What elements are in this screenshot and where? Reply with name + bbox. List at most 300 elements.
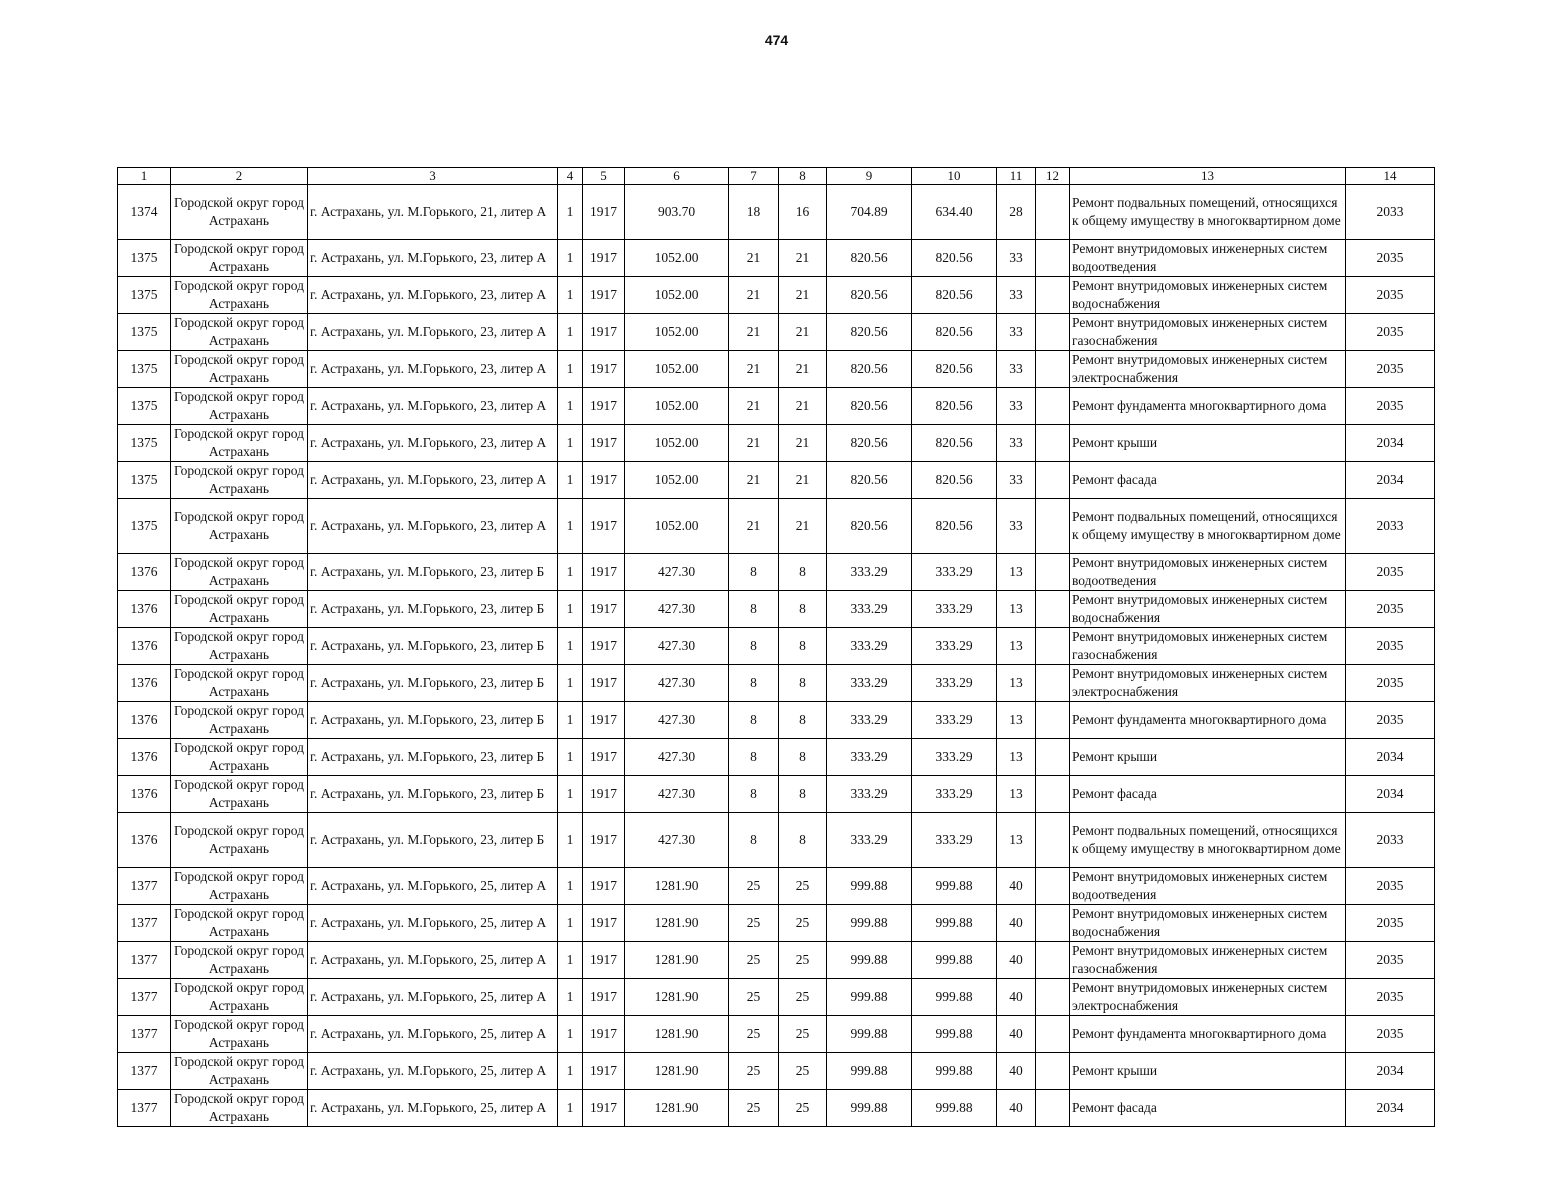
table-row [118,979,1435,1016]
cell-work-type [1070,1090,1346,1127]
cell-address [308,813,558,868]
cell-col-11: 13 [997,591,1036,628]
cell-address-text: г. Астрахань, ул. М.Горького, 23, литер Б [310,712,545,727]
cell-col-7: 25 [729,1053,779,1090]
table-row [118,665,1435,702]
cell-col-9: 820.56 [827,425,912,462]
cell-year: 2033 [1346,185,1435,240]
cell-col-10: 999.88 [912,868,997,905]
cell-col-11: 13 [997,813,1036,868]
cell-work-type [1070,905,1346,942]
cell-year: 2033 [1346,499,1435,554]
cell-address-text: г. Астрахань, ул. М.Горького, 23, литер А [310,250,547,265]
cell-col-9: 333.29 [827,628,912,665]
cell-municipality-text: Городской округ город Астрахань [173,740,305,773]
cell-work-type-text: Ремонт внутридомовых инженерных систем газоснабжения [1072,315,1328,348]
cell-municipality [171,813,308,868]
cell-col-11: 40 [997,1016,1036,1053]
column-header: 13 [1070,168,1346,185]
cell-col-8: 8 [779,702,827,739]
cell-year: 2035 [1346,277,1435,314]
cell-address [308,462,558,499]
cell-col-9: 333.29 [827,739,912,776]
cell-col-10: 820.56 [912,499,997,554]
cell-work-type [1070,554,1346,591]
cell-municipality-text: Городской округ город Астрахань [173,426,305,459]
cell-address [308,240,558,277]
cell-col-10: 333.29 [912,776,997,813]
cell-record-id: 1377 [118,979,171,1016]
cell-address-text: г. Астрахань, ул. М.Горького, 23, литер А [310,324,547,339]
cell-year: 2035 [1346,591,1435,628]
cell-address-text: г. Астрахань, ул. М.Горького, 25, литер А [310,878,547,893]
cell-address [308,868,558,905]
cell-address-text: г. Астрахань, ул. М.Горького, 23, литер А [310,518,547,533]
cell-work-type [1070,185,1346,240]
table-row [118,905,1435,942]
cell-address-text: г. Астрахань, ул. М.Горького, 25, литер А [310,1026,547,1041]
cell-col-9: 333.29 [827,813,912,868]
cell-work-type [1070,868,1346,905]
table-row [118,868,1435,905]
cell-col-11: 33 [997,499,1036,554]
cell-municipality [171,776,308,813]
cell-address [308,942,558,979]
cell-col-7: 21 [729,351,779,388]
cell-col-4: 1 [558,185,583,240]
cell-record-id: 1375 [118,425,171,462]
cell-work-type-text: Ремонт крыши [1072,435,1158,450]
cell-address-text: г. Астрахань, ул. М.Горького, 23, литер Б [310,832,545,847]
cell-col-10: 333.29 [912,591,997,628]
cell-col-4: 1 [558,628,583,665]
cell-municipality [171,462,308,499]
cell-municipality-text: Городской округ город Астрахань [173,703,305,736]
cell-municipality-text: Городской округ город Астрахань [173,1054,305,1087]
cell-col-4: 1 [558,240,583,277]
cell-col-11: 40 [997,942,1036,979]
cell-col-9: 333.29 [827,702,912,739]
cell-col-8: 25 [779,905,827,942]
cell-work-type-text: Ремонт фасада [1072,472,1157,487]
cell-municipality [171,591,308,628]
cell-work-type [1070,499,1346,554]
cell-col-5: 1917 [583,462,625,499]
cell-address [308,425,558,462]
cell-col-4: 1 [558,462,583,499]
cell-year: 2034 [1346,1053,1435,1090]
table-row [118,628,1435,665]
cell-col-5: 1917 [583,628,625,665]
cell-col-6: 1052.00 [625,462,729,499]
cell-col-9: 333.29 [827,554,912,591]
cell-work-type-text: Ремонт фасада [1072,1100,1157,1115]
cell-year: 2035 [1346,905,1435,942]
cell-col-5: 1917 [583,240,625,277]
cell-col-10: 820.56 [912,425,997,462]
cell-col-6: 427.30 [625,776,729,813]
cell-col-6: 1052.00 [625,388,729,425]
cell-municipality-text: Городской округ город Астрахань [173,555,305,588]
cell-record-id: 1377 [118,942,171,979]
cell-address [308,739,558,776]
cell-col-7: 21 [729,425,779,462]
cell-year: 2035 [1346,702,1435,739]
table-row [118,1016,1435,1053]
cell-col-11: 33 [997,240,1036,277]
cell-municipality [171,979,308,1016]
cell-work-type [1070,388,1346,425]
cell-record-id: 1375 [118,499,171,554]
cell-municipality [171,1090,308,1127]
cell-record-id: 1376 [118,739,171,776]
cell-address-text: г. Астрахань, ул. М.Горького, 25, литер А [310,1063,547,1078]
cell-col-7: 21 [729,277,779,314]
cell-year: 2035 [1346,314,1435,351]
cell-col-11: 13 [997,702,1036,739]
cell-col-9: 820.56 [827,388,912,425]
cell-col-5: 1917 [583,739,625,776]
cell-col-4: 1 [558,1090,583,1127]
cell-col-5: 1917 [583,554,625,591]
cell-col-9: 999.88 [827,1053,912,1090]
cell-address [308,628,558,665]
cell-col-8: 21 [779,240,827,277]
cell-municipality-text: Городской округ город Астрахань [173,352,305,385]
cell-address-text: г. Астрахань, ул. М.Горького, 25, литер А [310,1100,547,1115]
table-row [118,1053,1435,1090]
cell-municipality-text: Городской округ город Астрахань [173,666,305,699]
cell-municipality [171,739,308,776]
cell-municipality-text: Городской округ город Астрахань [173,906,305,939]
cell-col-8: 25 [779,868,827,905]
cell-work-type [1070,739,1346,776]
cell-work-type [1070,942,1346,979]
cell-work-type-text: Ремонт внутридомовых инженерных систем водоснабжения [1072,278,1328,311]
cell-col-11: 33 [997,351,1036,388]
cell-address [308,351,558,388]
cell-year: 2034 [1346,462,1435,499]
cell-col-6: 1281.90 [625,1053,729,1090]
cell-address-text: г. Астрахань, ул. М.Горького, 23, литер Б [310,638,545,653]
cell-col-7: 21 [729,462,779,499]
cell-work-type [1070,425,1346,462]
cell-col-12 [1036,1090,1070,1127]
cell-col-5: 1917 [583,905,625,942]
cell-col-7: 25 [729,868,779,905]
cell-work-type [1070,1016,1346,1053]
cell-municipality [171,1053,308,1090]
table-row [118,185,1435,240]
cell-col-9: 820.56 [827,277,912,314]
cell-municipality-text: Городской округ город Астрахань [173,463,305,496]
cell-col-9: 820.56 [827,499,912,554]
cell-municipality-text: Городской округ город Астрахань [173,869,305,902]
cell-work-type-text: Ремонт внутридомовых инженерных систем электроснабжения [1072,980,1328,1013]
cell-col-4: 1 [558,554,583,591]
cell-col-5: 1917 [583,942,625,979]
cell-work-type [1070,628,1346,665]
cell-col-7: 25 [729,905,779,942]
cell-work-type [1070,776,1346,813]
cell-address-text: г. Астрахань, ул. М.Горького, 23, литер А [310,435,547,450]
column-number-row [118,168,1435,185]
cell-col-10: 333.29 [912,665,997,702]
cell-address-text: г. Астрахань, ул. М.Горького, 21, литер А [310,204,547,219]
cell-municipality [171,499,308,554]
cell-col-11: 33 [997,388,1036,425]
cell-col-8: 8 [779,554,827,591]
cell-address [308,1016,558,1053]
cell-col-10: 333.29 [912,628,997,665]
cell-municipality-text: Городской округ город Астрахань [173,980,305,1013]
cell-col-11: 40 [997,1053,1036,1090]
column-header: 8 [779,168,827,185]
cell-col-6: 1052.00 [625,351,729,388]
cell-col-4: 1 [558,702,583,739]
cell-col-7: 8 [729,739,779,776]
cell-address [308,665,558,702]
cell-col-9: 999.88 [827,942,912,979]
cell-municipality-text: Городской округ город Астрахань [173,278,305,311]
cell-municipality [171,554,308,591]
cell-municipality [171,185,308,240]
cell-municipality-text: Городской округ город Астрахань [173,823,305,856]
cell-address [308,905,558,942]
cell-col-4: 1 [558,499,583,554]
cell-col-7: 8 [729,591,779,628]
cell-col-7: 21 [729,388,779,425]
cell-col-12 [1036,499,1070,554]
table-row [118,277,1435,314]
cell-col-10: 333.29 [912,813,997,868]
table-row [118,739,1435,776]
cell-col-4: 1 [558,314,583,351]
cell-col-8: 21 [779,425,827,462]
cell-municipality-text: Городской округ город Астрахань [173,777,305,810]
column-header: 12 [1036,168,1070,185]
cell-work-type [1070,277,1346,314]
cell-year: 2035 [1346,868,1435,905]
cell-municipality-text: Городской округ город Астрахань [173,389,305,422]
cell-col-9: 999.88 [827,905,912,942]
table-row [118,240,1435,277]
cell-year: 2035 [1346,942,1435,979]
cell-year: 2035 [1346,554,1435,591]
cell-col-11: 13 [997,776,1036,813]
cell-col-6: 1281.90 [625,1016,729,1053]
table-row [118,776,1435,813]
cell-col-10: 634.40 [912,185,997,240]
cell-col-9: 999.88 [827,1016,912,1053]
cell-col-9: 999.88 [827,1090,912,1127]
cell-municipality [171,314,308,351]
cell-col-6: 903.70 [625,185,729,240]
cell-col-6: 1281.90 [625,868,729,905]
cell-col-7: 25 [729,979,779,1016]
cell-col-10: 820.56 [912,314,997,351]
cell-col-5: 1917 [583,979,625,1016]
cell-address [308,185,558,240]
cell-year: 2035 [1346,388,1435,425]
cell-municipality-text: Городской округ город Астрахань [173,241,305,274]
cell-col-9: 333.29 [827,591,912,628]
cell-col-6: 427.30 [625,628,729,665]
cell-col-5: 1917 [583,591,625,628]
cell-col-8: 8 [779,628,827,665]
cell-col-11: 40 [997,979,1036,1016]
cell-address [308,1090,558,1127]
cell-municipality-text: Городской округ город Астрахань [173,509,305,542]
cell-col-7: 8 [729,665,779,702]
cell-address-text: г. Астрахань, ул. М.Горького, 25, литер А [310,915,547,930]
cell-col-9: 333.29 [827,776,912,813]
cell-address [308,702,558,739]
cell-col-12 [1036,868,1070,905]
cell-year: 2034 [1346,739,1435,776]
cell-col-4: 1 [558,665,583,702]
cell-col-7: 8 [729,813,779,868]
cell-col-4: 1 [558,425,583,462]
table-row [118,702,1435,739]
cell-col-12 [1036,813,1070,868]
cell-col-5: 1917 [583,314,625,351]
cell-record-id: 1377 [118,868,171,905]
cell-col-6: 427.30 [625,813,729,868]
cell-col-9: 333.29 [827,665,912,702]
cell-col-8: 8 [779,665,827,702]
cell-col-7: 8 [729,628,779,665]
cell-address [308,554,558,591]
cell-col-4: 1 [558,813,583,868]
cell-col-8: 21 [779,277,827,314]
cell-year: 2035 [1346,979,1435,1016]
cell-col-7: 25 [729,1090,779,1127]
table-row [118,499,1435,554]
cell-address-text: г. Астрахань, ул. М.Горького, 23, литер Б [310,749,545,764]
cell-address-text: г. Астрахань, ул. М.Горького, 25, литер А [310,952,547,967]
cell-col-10: 333.29 [912,739,997,776]
cell-address [308,388,558,425]
column-header: 5 [583,168,625,185]
cell-record-id: 1377 [118,1053,171,1090]
table-row [118,425,1435,462]
cell-col-11: 13 [997,665,1036,702]
cell-work-type-text: Ремонт фундамента многоквартирного дома [1072,398,1327,413]
cell-municipality [171,277,308,314]
cell-municipality-text: Городской округ город Астрахань [173,315,305,348]
cell-col-5: 1917 [583,1090,625,1127]
cell-col-11: 33 [997,314,1036,351]
cell-col-8: 8 [779,591,827,628]
cell-record-id: 1376 [118,554,171,591]
cell-col-11: 33 [997,462,1036,499]
cell-year: 2034 [1346,776,1435,813]
cell-col-6: 1281.90 [625,979,729,1016]
cell-col-5: 1917 [583,702,625,739]
cell-year: 2035 [1346,351,1435,388]
cell-col-4: 1 [558,942,583,979]
cell-col-7: 8 [729,702,779,739]
cell-address [308,1053,558,1090]
cell-address-text: г. Астрахань, ул. М.Горького, 23, литер Б [310,601,545,616]
cell-col-7: 8 [729,776,779,813]
cell-record-id: 1376 [118,702,171,739]
cell-col-12 [1036,240,1070,277]
cell-work-type [1070,351,1346,388]
cell-col-6: 1281.90 [625,1090,729,1127]
cell-col-8: 8 [779,776,827,813]
column-header: 6 [625,168,729,185]
cell-col-10: 820.56 [912,462,997,499]
cell-work-type-text: Ремонт внутридомовых инженерных систем электроснабжения [1072,352,1328,385]
column-header: 1 [118,168,171,185]
cell-work-type-text: Ремонт внутридомовых инженерных систем газоснабжения [1072,943,1328,976]
cell-record-id: 1375 [118,388,171,425]
cell-col-7: 21 [729,314,779,351]
cell-col-4: 1 [558,277,583,314]
cell-col-10: 333.29 [912,702,997,739]
cell-year: 2035 [1346,628,1435,665]
table-row [118,314,1435,351]
cell-work-type-text: Ремонт внутридомовых инженерных систем электроснабжения [1072,666,1328,699]
cell-col-12 [1036,1016,1070,1053]
cell-col-4: 1 [558,1016,583,1053]
cell-col-6: 1052.00 [625,240,729,277]
cell-col-5: 1917 [583,425,625,462]
cell-col-11: 33 [997,277,1036,314]
cell-work-type-text: Ремонт внутридомовых инженерных систем водоотведения [1072,241,1328,274]
column-header: 2 [171,168,308,185]
cell-address-text: г. Астрахань, ул. М.Горького, 23, литер А [310,287,547,302]
column-header: 4 [558,168,583,185]
cell-col-8: 21 [779,388,827,425]
cell-col-8: 8 [779,813,827,868]
cell-work-type [1070,665,1346,702]
cell-col-4: 1 [558,979,583,1016]
cell-col-6: 427.30 [625,591,729,628]
table-row [118,388,1435,425]
cell-address-text: г. Астрахань, ул. М.Горького, 25, литер А [310,989,547,1004]
cell-col-7: 18 [729,185,779,240]
cell-address-text: г. Астрахань, ул. М.Горького, 23, литер А [310,398,547,413]
cell-year: 2034 [1346,425,1435,462]
cell-col-4: 1 [558,388,583,425]
column-header: 10 [912,168,997,185]
cell-col-11: 40 [997,905,1036,942]
cell-address-text: г. Астрахань, ул. М.Горького, 23, литер А [310,361,547,376]
cell-col-11: 13 [997,739,1036,776]
cell-col-9: 704.89 [827,185,912,240]
cell-record-id: 1376 [118,628,171,665]
cell-col-5: 1917 [583,499,625,554]
cell-work-type [1070,314,1346,351]
table-row [118,942,1435,979]
cell-work-type-text: Ремонт внутридомовых инженерных систем газоснабжения [1072,629,1328,662]
page-number: 474 [764,32,789,48]
cell-col-5: 1917 [583,185,625,240]
cell-record-id: 1376 [118,591,171,628]
cell-col-11: 40 [997,868,1036,905]
cell-col-6: 427.30 [625,702,729,739]
cell-col-5: 1917 [583,388,625,425]
cell-col-6: 1052.00 [625,314,729,351]
cell-col-5: 1917 [583,1053,625,1090]
cell-col-10: 999.88 [912,1016,997,1053]
cell-col-5: 1917 [583,665,625,702]
cell-municipality-text: Городской округ город Астрахань [173,1091,305,1124]
cell-municipality [171,388,308,425]
